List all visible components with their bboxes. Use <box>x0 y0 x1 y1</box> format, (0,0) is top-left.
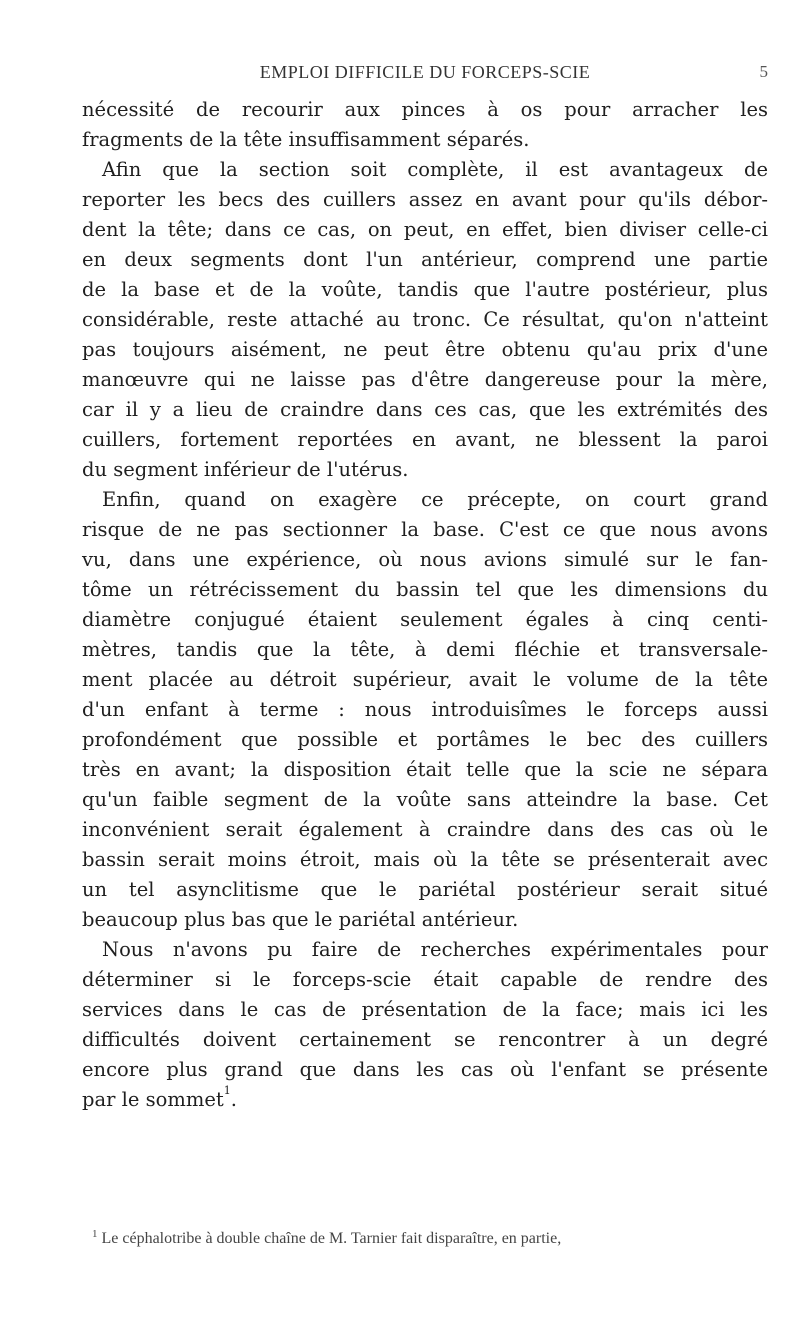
footnote-reference[interactable]: 1 <box>223 1084 231 1097</box>
text-line: reporter les becs des cuillers assez en avant pour qu'ils débor- <box>82 188 768 211</box>
text-line: vu, dans une expérience, où nous avions simulé sur le fan- <box>82 548 768 571</box>
text-line: encore plus grand que dans les cas où l'enfant se présente <box>82 1058 768 1081</box>
page-number: 5 <box>759 62 768 81</box>
text-line: car il y a lieu de craindre dans ces cas, que les extrémités des <box>82 398 768 421</box>
text-line: manœuvre qui ne laisse pas d'être dangereuse pour la mère, <box>82 368 768 391</box>
text-line: beaucoup plus bas que le pariétal antérieur. <box>82 908 519 931</box>
text-line: Nous n'avons pu faire de recherches expérimentales pour <box>102 938 768 961</box>
text-line: diamètre conjugué étaient seulement égales à cinq centi- <box>82 608 768 631</box>
footnote-marker: 1 <box>92 1228 98 1240</box>
text-line: nécessité de recourir aux pinces à os pour arracher les <box>82 98 768 121</box>
text-line: un tel asynclitisme que le pariétal postérieur serait situé <box>82 878 768 901</box>
running-head <box>82 62 768 84</box>
text-line: bassin serait moins étroit, mais où la tête se présenterait avec <box>82 848 768 871</box>
footnote-text: Le céphalotribe à double chaîne de M. Tarnier fait disparaître, en partie, <box>101 1230 562 1247</box>
text-line-final <box>82 1085 768 1115</box>
text-line: très en avant; la disposition était telle que la scie ne sépara <box>82 758 768 781</box>
text-line: fragments de la tête insuffisamment séparés. <box>82 128 530 151</box>
text-line: ment placée au détroit supérieur, avait le volume de la tête <box>82 668 768 691</box>
text-line: risque de ne pas sectionner la base. C'est ce que nous avons <box>82 518 768 541</box>
text-line: dent la tête; dans ce cas, on peut, en effet, bien diviser celle-ci <box>82 218 768 241</box>
footnote <box>92 1228 768 1250</box>
text-line: déterminer si le forceps-scie était capable de rendre des <box>82 968 768 991</box>
text-line: d'un enfant à terme : nous introduisîmes le forceps aussi <box>82 698 768 721</box>
text-line: cuillers, fortement reportées en avant, ne blessent la paroi <box>82 428 768 451</box>
text-line: considérable, reste attaché au tronc. Ce résultat, qu'on n'atteint <box>82 308 768 331</box>
text-line: inconvénient serait également à craindre dans des cas où le <box>82 818 768 841</box>
text-line: Enfin, quand on exagère ce précepte, on court grand <box>102 488 768 511</box>
sentence-period: . <box>230 1088 237 1111</box>
text-line: profondément que possible et portâmes le bec des cuillers <box>82 728 768 751</box>
text-line: qu'un faible segment de la voûte sans atteindre la base. Cet <box>82 788 768 811</box>
text-line-final-text: par le sommet <box>82 1088 224 1111</box>
text-line: services dans le cas de présentation de la face; mais ici les <box>82 998 768 1021</box>
running-title: EMPLOI DIFFICILE DU FORCEPS-SCIE <box>259 62 591 82</box>
text-line: de la base et de la voûte, tandis que l'autre postérieur, plus <box>82 278 768 301</box>
text-line: pas toujours aisément, ne peut être obtenu qu'au prix d'une <box>82 338 768 361</box>
text-line: en deux segments dont l'un antérieur, comprend une partie <box>82 248 768 271</box>
text-line: mètres, tandis que la tête, à demi fléchie et transversale- <box>82 638 768 661</box>
text-line: difficultés doivent certainement se rencontrer à un degré <box>82 1028 768 1051</box>
text-line: tôme un rétrécissement du bassin tel que les dimensions du <box>82 578 768 601</box>
text-line: Afin que la section soit complète, il est avantageux de <box>102 158 768 181</box>
body-text <box>82 95 768 1115</box>
text-line: du segment inférieur de l'utérus. <box>82 458 409 481</box>
